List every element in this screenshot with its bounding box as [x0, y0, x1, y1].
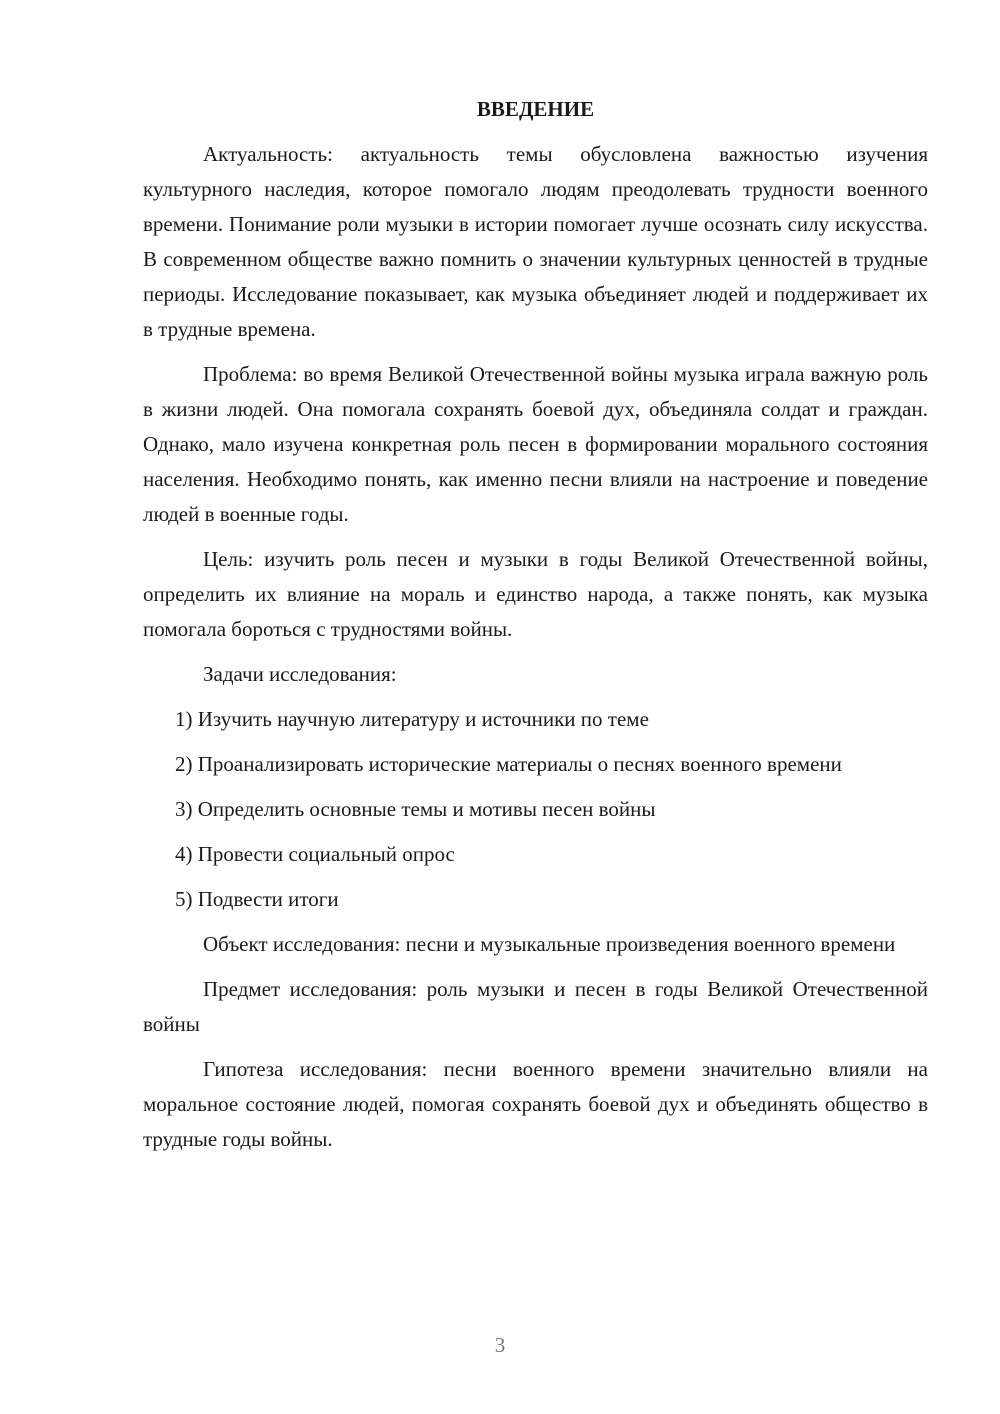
paragraph-subject: Предмет исследования: роль музыки и песен в годы Великой Отечественной войны — [143, 977, 928, 1036]
task-item: 2) Проанализировать исторические материалы о песнях военного времени — [175, 752, 842, 776]
paragraph-hypothesis: Гипотеза исследования: песни военного времени значительно влияли на моральное состояние людей, помогая сохранять боевой дух и объединять общество в трудные годы войны. — [143, 1057, 928, 1151]
task-item: 3) Определить основные темы и мотивы песен войны — [175, 797, 656, 821]
page-number: 3 — [494, 1333, 506, 1357]
document-body — [143, 92, 928, 1157]
paragraph-relevance: Актуальность: актуальность темы обусловлена важностью изучения культурного наследия, которое помогало людям преодолевать трудности военного времени. Понимание роли музыки в истории помогает лучше осознать силу искусства. В современном обществе важно помнить о значении культурных ценностей в трудные периоды. Исследование показывает, как музыка объединяет людей и поддерживает их в трудные времена. — [143, 142, 928, 341]
paragraph-object: Объект исследования: песни и музыкальные произведения военного времени — [203, 932, 896, 956]
task-item: 1) Изучить научную литературу и источники по теме — [175, 707, 649, 731]
task-item: 5) Подвести итоги — [175, 887, 339, 911]
section-title: ВВЕДЕНИЕ — [476, 97, 595, 121]
task-item: 4) Провести социальный опрос — [175, 842, 455, 866]
paragraph-goal: Цель: изучить роль песен и музыки в годы Великой Отечественной войны, определить их влияние на мораль и единство народа, а также понять, как музыка помогала бороться с трудностями войны. — [143, 547, 928, 641]
paragraph-tasks-heading: Задачи исследования: — [203, 662, 397, 686]
paragraph-problem: Проблема: во время Великой Отечественной войны музыка играла важную роль в жизни людей. Она помогала сохранять боевой дух, объединяла солдат и граждан. Однако, мало изучена конкретная роль песен в формировании морального состояния населения. Необходимо понять, как именно песни влияли на настроение и поведение людей в военные годы. — [143, 362, 928, 526]
